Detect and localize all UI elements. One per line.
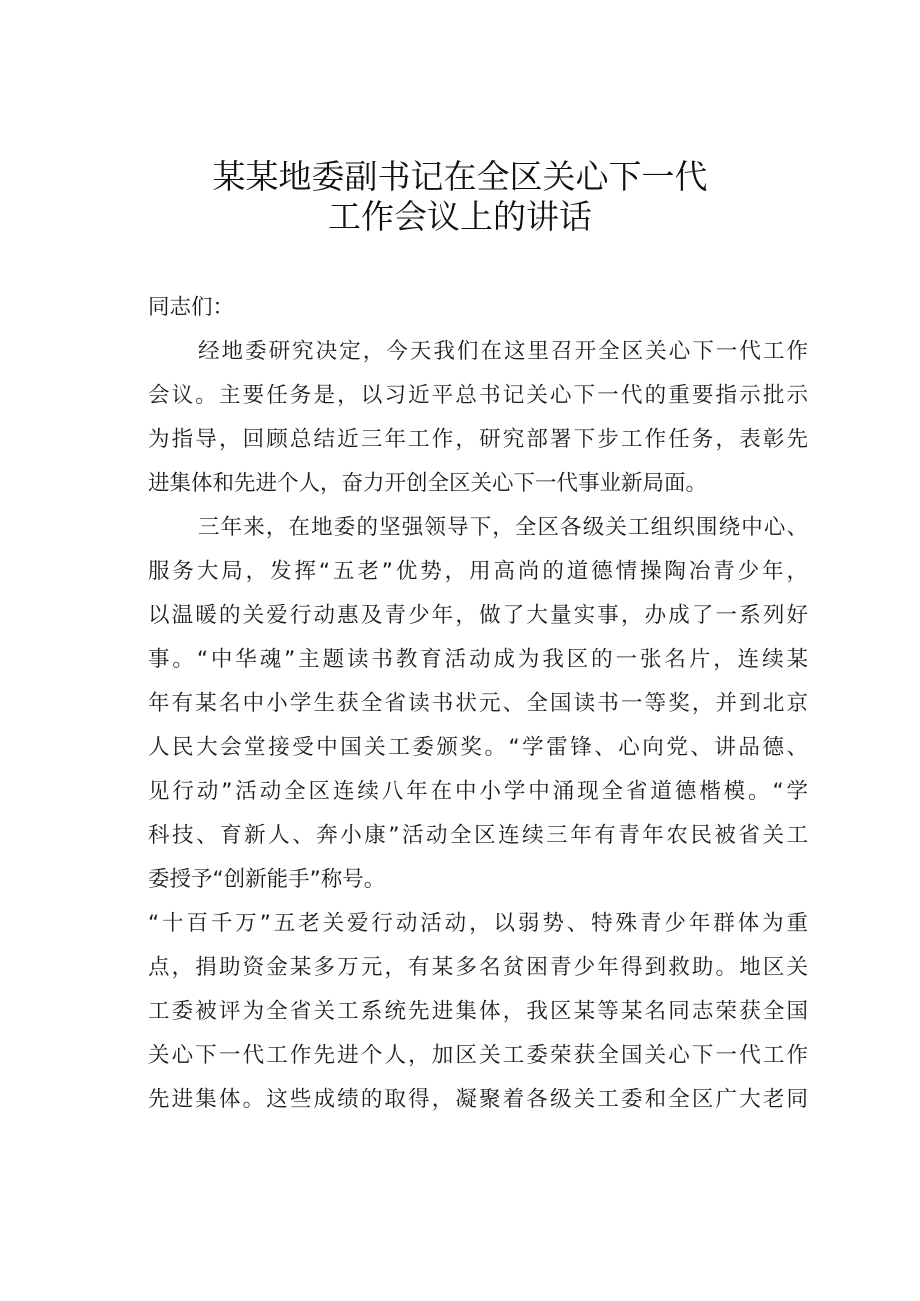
paragraph-line: 年有某名中小学生获全省读书状元、全国读书一等奖，并到北京 [148,691,808,716]
paragraph-line: 服务大局，发挥“五老”优势，用高尚的道德情操陶冶青少年， [148,559,808,584]
paragraph-line: 三年来，在地委的坚强领导下，全区各级关工组织围绕中心、 [198,515,808,540]
paragraph-line: 进集体和先进个人，奋力开创全区关心下一代事业新局面。 [148,471,708,496]
paragraph-line: 委授予“创新能手”称号。 [148,867,386,892]
paragraph-line: 工委被评为全省关工系统先进集体，我区某等某名同志荣获全国 [148,999,808,1024]
paragraph-line: 会议。主要任务是，以习近平总书记关心下一代的重要指示批示 [148,383,808,408]
paragraph-line: 点，捐助资金某多万元，有某多名贫困青少年得到救助。地区关 [148,955,808,980]
paragraph-line: 为指导，回顾总结近三年工作，研究部署下步工作任务，表彰先 [148,427,808,452]
paragraph-line: 经地委研究决定，今天我们在这里召开全区关心下一代工作 [198,339,808,364]
paragraph-line: 先进集体。这些成绩的取得，凝聚着各级关工委和全区广大老同 [148,1087,808,1112]
paragraph-line: 人民大会堂接受中国关工委颁奖。“学雷锋、心向党、讲品德、 [148,735,808,760]
paragraph-line: 关心下一代工作先进个人，加区关工委荣获全国关心下一代工作 [148,1043,808,1068]
paragraph-line: 事。“中华魂”主题读书教育活动成为我区的一张名片，连续某 [148,647,808,672]
document-title-line-1: 某某地委副书记在全区关心下一代 [212,157,708,196]
paragraph-line: 以温暖的关爱行动惠及青少年，做了大量实事，办成了一系列好 [148,603,808,628]
document-title-line-2: 工作会议上的讲话 [328,197,592,236]
paragraph-line: “十百千万”五老关爱行动活动，以弱势、特殊青少年群体为重 [148,911,808,936]
salutation: 同志们： [148,295,235,320]
paragraph-line: 科技、育新人、奔小康”活动全区连续三年有青年农民被省关工 [148,823,808,848]
paragraph-line: 见行动”活动全区连续八年在中小学中涌现全省道德楷模。“学 [148,779,808,804]
